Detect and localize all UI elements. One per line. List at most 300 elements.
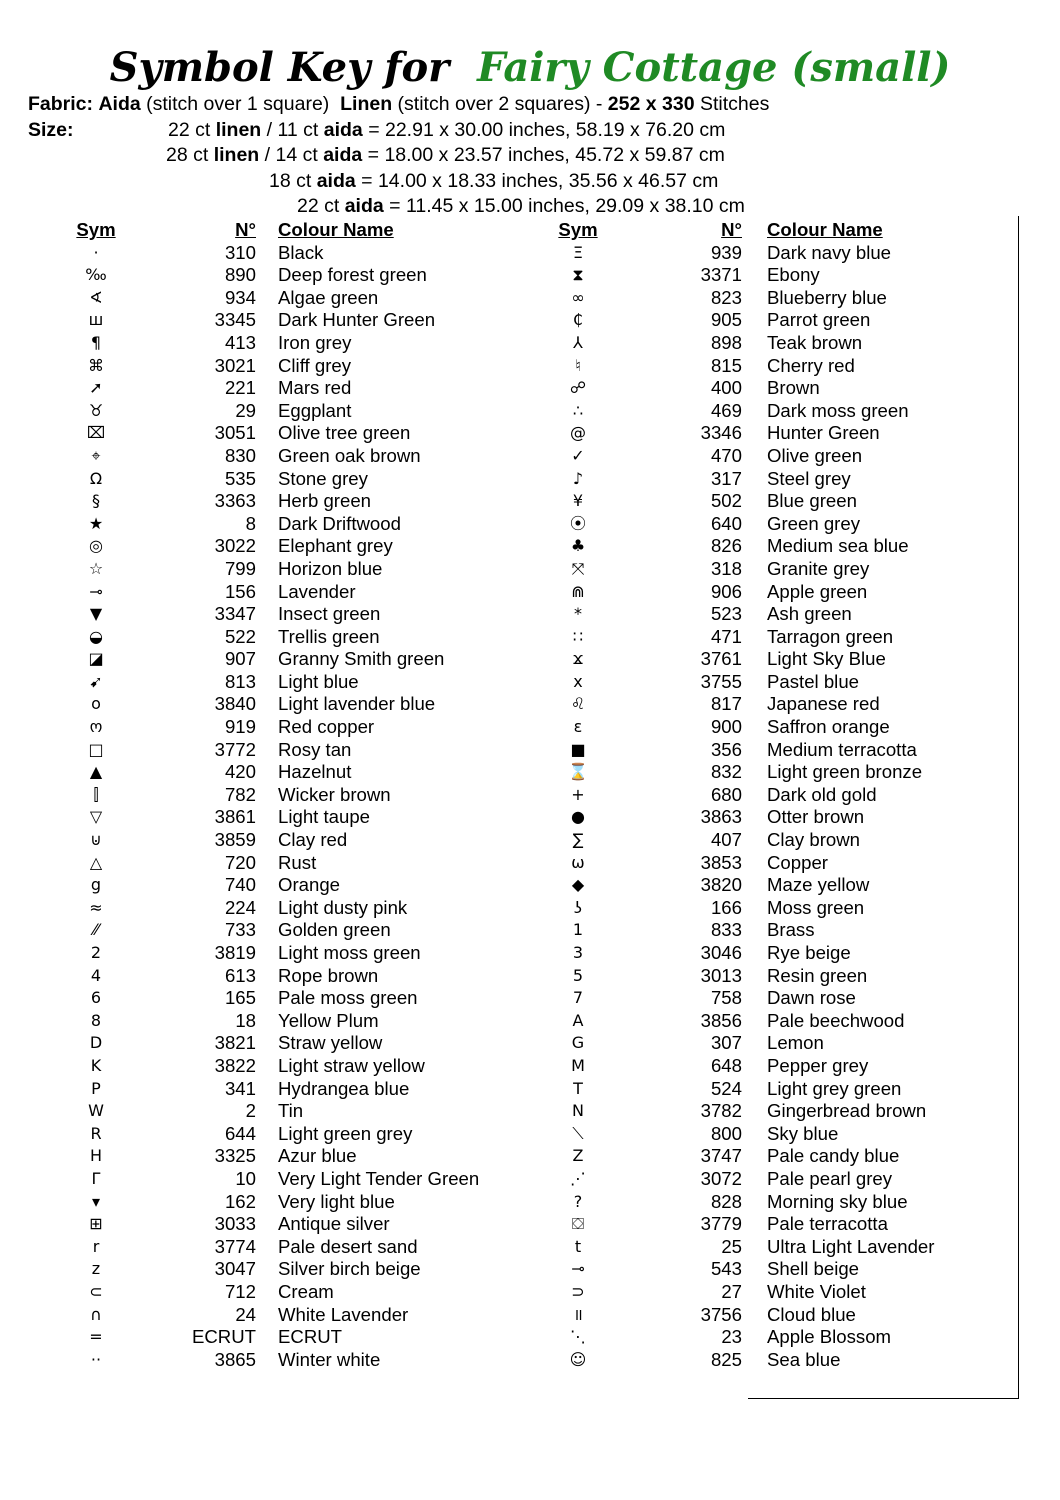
colour-name: ECRUT — [278, 1326, 343, 1348]
symbol-glyph: M — [571, 1055, 585, 1075]
colour-name: Olive tree green — [278, 422, 411, 444]
colour-name: Light taupe — [278, 806, 371, 828]
colour-name: Light straw yellow — [278, 1054, 425, 1076]
colour-name: Very light blue — [278, 1190, 395, 1212]
symbol-glyph: ⦿ — [569, 513, 586, 533]
colour-name: Winter white — [278, 1348, 381, 1370]
size-fabric: aida — [323, 119, 363, 141]
colour-name: Insect green — [278, 603, 381, 625]
symbol-row — [558, 1010, 998, 1033]
symbol-row — [558, 309, 998, 332]
symbol-glyph: z — [91, 1259, 101, 1279]
symbol-glyph: ⌧ — [86, 423, 106, 443]
symbol-row — [76, 1145, 516, 1168]
colour-name: Pale desert sand — [278, 1235, 418, 1257]
symbol-glyph: 6 — [90, 988, 102, 1008]
thread-number: 8 — [245, 512, 256, 534]
symbol-glyph: ▾ — [91, 1191, 101, 1211]
symbol-glyph: Γ — [91, 1168, 101, 1188]
colour-name: Red copper — [278, 716, 375, 738]
colour-name: Ash green — [767, 603, 852, 625]
symbol-glyph: ∢ — [89, 287, 103, 307]
colour-name: Pale moss green — [278, 987, 418, 1009]
symbol-glyph: ? — [573, 1191, 583, 1211]
symbol-row — [558, 1281, 998, 1304]
symbol-glyph: + — [571, 784, 585, 804]
symbol-glyph: ¶ — [90, 332, 102, 352]
symbol-row — [558, 806, 998, 829]
symbol-row — [558, 581, 998, 604]
colour-name: Japanese red — [767, 693, 880, 715]
thread-number: 3861 — [214, 806, 256, 828]
colour-name: Granite grey — [767, 557, 870, 579]
thread-number: 317 — [710, 467, 742, 489]
symbol-row — [76, 468, 516, 491]
thread-number: 165 — [224, 987, 256, 1009]
symbol-glyph: P — [91, 1078, 101, 1098]
thread-number: 3371 — [700, 264, 742, 286]
colour-name: Mars red — [278, 377, 352, 399]
thread-number: 907 — [224, 648, 256, 670]
size-count: 22 ct — [168, 119, 211, 141]
design-name: Fairy Cottage (small) — [477, 44, 951, 91]
size-fabric: linen — [215, 119, 262, 141]
symbol-row — [76, 535, 516, 558]
symbol-glyph: D — [89, 1033, 103, 1053]
symbol-row — [76, 942, 516, 965]
thread-number: 782 — [224, 783, 256, 805]
title-prefix: Symbol Key for — [109, 44, 450, 91]
colour-name: Wicker brown — [278, 783, 391, 805]
colour-name: Trellis green — [278, 625, 380, 647]
thread-number: 799 — [224, 557, 256, 579]
size-line — [297, 194, 745, 218]
colour-name: Brown — [767, 377, 820, 399]
symbol-glyph: ‰ — [85, 265, 107, 285]
colour-name: Dark old gold — [767, 783, 877, 805]
thread-number: 18 — [235, 1009, 256, 1031]
colour-name: Azur blue — [278, 1145, 357, 1167]
symbol-glyph: ♣ — [570, 536, 586, 556]
symbol-row — [76, 648, 516, 671]
symbol-row — [76, 1100, 516, 1123]
symbol-row — [76, 558, 516, 581]
symbol-glyph: x — [573, 671, 583, 691]
symbol-glyph: ≈ — [89, 897, 103, 917]
symbol-row — [558, 1236, 998, 1259]
thread-number: 900 — [710, 716, 742, 738]
symbol-glyph: ∩ — [90, 1304, 102, 1324]
symbol-glyph: ∑ — [572, 830, 584, 850]
symbol-glyph: ⅄ — [573, 332, 583, 352]
symbol-row — [558, 445, 998, 468]
symbol-row — [76, 355, 516, 378]
right-border-line — [1018, 216, 1019, 1399]
symbol-row — [76, 919, 516, 942]
thread-number: 221 — [224, 377, 256, 399]
thread-number: 470 — [710, 444, 742, 466]
symbol-row — [76, 603, 516, 626]
page-title — [0, 44, 1060, 91]
symbol-glyph: ♌ — [570, 694, 586, 714]
colour-name: Clay red — [278, 829, 348, 851]
symbol-row — [558, 1078, 998, 1101]
symbol-glyph: ➹ — [89, 671, 103, 691]
symbol-row — [558, 513, 998, 536]
symbol-glyph: ▼ — [89, 604, 103, 624]
thread-number: 3840 — [214, 693, 256, 715]
thread-number: 758 — [710, 987, 742, 1009]
number-header: N° — [721, 219, 742, 240]
symbol-glyph: ॥ — [573, 1304, 583, 1324]
thread-number: 833 — [710, 919, 742, 941]
symbol-glyph: A — [572, 1010, 584, 1030]
symbol-row — [76, 1326, 516, 1349]
thread-number: 3325 — [214, 1145, 256, 1167]
symbol-row — [76, 1191, 516, 1214]
symbol-row — [76, 242, 516, 265]
thread-number: 3782 — [700, 1100, 742, 1122]
colour-name: Ebony — [767, 264, 820, 286]
thread-number: 469 — [710, 399, 742, 421]
colour-name: Copper — [767, 851, 828, 873]
thread-number: 815 — [710, 354, 742, 376]
symbol-glyph: o — [91, 694, 101, 714]
thread-number: 502 — [710, 490, 742, 512]
symbol-row — [558, 603, 998, 626]
fabric-linen: Linen — [340, 93, 393, 115]
symbol-row — [76, 400, 516, 423]
symbol-glyph: ✓ — [571, 445, 585, 465]
colour-name: Morning sky blue — [767, 1190, 908, 1212]
symbol-row — [76, 1213, 516, 1236]
thread-number: 3772 — [214, 738, 256, 760]
symbol-glyph: ● — [571, 807, 585, 827]
colour-name: Tarragon green — [767, 625, 894, 647]
symbol-row — [76, 671, 516, 694]
symbol-row — [558, 761, 998, 784]
colour-name: Blue green — [767, 490, 857, 512]
symbol-row — [76, 309, 516, 332]
symbol-glyph: ♉ — [88, 400, 104, 420]
symbol-glyph: 3 — [572, 943, 584, 962]
colour-name: Horizon blue — [278, 557, 383, 579]
symbol-row — [76, 987, 516, 1010]
symbol-row — [558, 784, 998, 807]
thread-number: 420 — [224, 761, 256, 783]
thread-number: 712 — [224, 1280, 256, 1302]
symbol-glyph: ⌖ — [91, 445, 101, 465]
size-label-line — [28, 118, 74, 142]
colour-name: Pastel blue — [767, 670, 859, 692]
thread-number: 919 — [224, 716, 256, 738]
symbol-glyph: R — [90, 1123, 102, 1143]
symbol-glyph: ☺ — [569, 1349, 587, 1369]
thread-number: 939 — [710, 241, 742, 263]
symbol-glyph: ⊸ — [89, 581, 103, 601]
symbol-glyph: * — [574, 604, 582, 624]
colour-name: Medium sea blue — [767, 535, 909, 557]
colour-name-header: Colour Name — [278, 219, 394, 240]
symbol-row — [76, 965, 516, 988]
colour-name: Golden green — [278, 919, 391, 941]
colour-name: Light dusty pink — [278, 896, 408, 918]
fabric-aida: Aida — [98, 93, 141, 115]
colour-name: Saffron orange — [767, 716, 890, 738]
symbol-glyph: ∞ — [571, 287, 585, 307]
colour-name: Otter brown — [767, 806, 865, 828]
colour-name: Light moss green — [278, 942, 421, 963]
thread-number: 3033 — [214, 1213, 256, 1235]
symbol-glyph: 4 — [90, 965, 102, 985]
size-count: 22 ct — [297, 195, 340, 217]
thread-number: 817 — [710, 693, 742, 715]
size-dimensions: = 18.00 x 23.57 inches, 45.72 x 59.87 cm — [367, 144, 725, 166]
thread-number: 830 — [224, 444, 256, 466]
thread-number: 3822 — [214, 1054, 256, 1076]
symbol-row — [76, 626, 516, 649]
bottom-border-line — [748, 1398, 1019, 1399]
symbol-glyph: ₵ — [572, 310, 584, 330]
colour-name: Moss green — [767, 896, 865, 918]
thread-number: 3747 — [700, 1145, 742, 1167]
symbol-glyph: ⊍ — [90, 830, 102, 850]
thread-number: 400 — [710, 377, 742, 399]
symbol-row — [558, 535, 998, 558]
colour-name: Pale pearl grey — [767, 1167, 893, 1189]
symbol-glyph: W — [88, 1101, 104, 1121]
thread-number: 3021 — [214, 354, 256, 376]
size-count: 18 ct — [269, 170, 312, 192]
colour-name: Hydrangea blue — [278, 1077, 410, 1099]
symbol-row — [558, 897, 998, 920]
symbol-glyph: ◆ — [571, 875, 585, 895]
thread-number: 733 — [224, 919, 256, 941]
size-line — [269, 169, 718, 193]
colour-name: Light Sky Blue — [767, 648, 886, 670]
symbol-row — [76, 377, 516, 400]
symbol-row — [558, 874, 998, 897]
thread-number: 905 — [710, 309, 742, 331]
thread-number: 3046 — [700, 942, 742, 963]
symbol-row — [558, 558, 998, 581]
colour-name: Pale candy blue — [767, 1145, 900, 1167]
symbol-row — [76, 897, 516, 920]
colour-name: Very Light Tender Green — [278, 1167, 480, 1189]
symbol-row — [76, 1236, 516, 1259]
colour-name: Maze yellow — [767, 874, 870, 896]
size-dimensions: = 14.00 x 18.33 inches, 35.56 x 46.57 cm — [361, 170, 719, 192]
thread-number: 3779 — [700, 1213, 742, 1235]
symbol-row — [76, 1032, 516, 1055]
colour-name: Pale terracotta — [767, 1213, 888, 1235]
thread-number: 3072 — [700, 1167, 742, 1189]
symbol-glyph: T — [573, 1078, 583, 1098]
symbol-row — [558, 626, 998, 649]
thread-number: 3051 — [214, 422, 256, 444]
symbol-row — [76, 1010, 516, 1033]
thread-number: 522 — [224, 625, 256, 647]
colour-name: Sea blue — [767, 1348, 841, 1370]
colour-name: Cloud blue — [767, 1303, 856, 1325]
symbol-glyph: 1 — [572, 920, 584, 940]
colour-name: Herb green — [278, 490, 372, 512]
thread-number: 832 — [710, 761, 742, 783]
size-fabric: aida — [323, 144, 363, 166]
thread-number: 3820 — [700, 874, 742, 896]
colour-name: Iron grey — [278, 331, 352, 353]
colour-name: Light blue — [278, 670, 359, 692]
symbol-glyph: ⋒ — [571, 581, 585, 601]
symbol-key-left-column — [76, 219, 516, 1371]
colour-name: Algae green — [278, 286, 379, 308]
colour-name: Lemon — [767, 1032, 824, 1054]
colour-name: Gingerbread brown — [767, 1100, 927, 1122]
symbol-row — [76, 422, 516, 445]
colour-name: Tin — [278, 1100, 304, 1122]
symbol-glyph: ·· — [90, 1349, 102, 1369]
symbol-row — [558, 919, 998, 942]
colour-name: Pale beechwood — [767, 1009, 905, 1031]
symbol-row — [558, 829, 998, 852]
symbol-glyph: ◒ — [89, 626, 103, 646]
size-count: / 11 ct — [266, 119, 319, 141]
colour-name: Light green grey — [278, 1122, 413, 1144]
number-header: N° — [235, 219, 256, 240]
column-header — [76, 219, 516, 242]
symbol-glyph: ⤧ — [571, 558, 585, 578]
symbol-glyph: ⌛ — [568, 762, 588, 782]
symbol-glyph: ε — [573, 717, 583, 737]
thread-number: 3755 — [700, 670, 742, 692]
thread-number: 27 — [721, 1280, 742, 1302]
colour-name: Straw yellow — [278, 1032, 383, 1054]
symbol-row — [558, 739, 998, 762]
symbol-glyph: 5 — [572, 965, 584, 985]
symbol-glyph: ♮ — [575, 355, 581, 375]
thread-number: 524 — [710, 1077, 742, 1099]
thread-number: 3819 — [214, 942, 256, 963]
size-fabric: aida — [344, 195, 384, 217]
symbol-glyph: 7 — [572, 988, 584, 1008]
symbol-glyph: @ — [570, 423, 586, 443]
colour-name: Olive green — [767, 444, 863, 466]
thread-number: 3863 — [700, 806, 742, 828]
size-line — [168, 118, 725, 142]
symbol-glyph: ▽ — [89, 807, 103, 827]
colour-name: Black — [278, 241, 324, 263]
thread-number: 934 — [224, 286, 256, 308]
symbol-row — [558, 264, 998, 287]
symbol-row — [558, 1168, 998, 1191]
symbol-row — [76, 1168, 516, 1191]
thread-number: 825 — [710, 1348, 742, 1370]
sym-header: Sym — [76, 219, 116, 240]
symbol-glyph: □ — [88, 739, 104, 759]
thread-number: 318 — [710, 557, 742, 579]
symbol-row — [76, 693, 516, 716]
colour-name: Elephant grey — [278, 535, 393, 557]
symbol-glyph: ⊂ — [89, 1281, 103, 1301]
symbol-row — [558, 1145, 998, 1168]
colour-name: Rye beige — [767, 942, 851, 963]
colour-name: Yellow Plum — [278, 1009, 379, 1031]
thread-number: 3363 — [214, 490, 256, 512]
symbol-row — [76, 739, 516, 762]
colour-name: White Violet — [767, 1280, 866, 1302]
thread-number: 898 — [710, 331, 742, 353]
stitch-word: Stitches — [699, 93, 770, 115]
colour-name: Hunter Green — [767, 422, 880, 444]
thread-number: 828 — [710, 1190, 742, 1212]
colour-name: Clay brown — [767, 829, 861, 851]
symbol-glyph: △ — [89, 852, 103, 872]
colour-name: Dark navy blue — [767, 241, 892, 263]
colour-name: Hazelnut — [278, 761, 352, 783]
symbol-row — [558, 468, 998, 491]
symbol-glyph: G — [571, 1033, 585, 1053]
symbol-row — [76, 806, 516, 829]
symbol-glyph: ⋰ — [570, 1168, 586, 1188]
thread-number: 29 — [235, 399, 256, 421]
colour-name: Dark Hunter Green — [278, 309, 436, 331]
symbol-glyph: ∷ — [572, 626, 584, 646]
colour-name: Resin green — [767, 964, 868, 986]
thread-number: 740 — [224, 874, 256, 896]
symbol-row — [76, 1304, 516, 1327]
colour-name: Silver birch beige — [278, 1258, 421, 1280]
symbol-row — [558, 671, 998, 694]
thread-number: 166 — [710, 896, 742, 918]
symbol-glyph: H — [89, 1146, 103, 1166]
symbol-glyph: ϫ — [573, 649, 583, 669]
colour-name-header: Colour Name — [767, 219, 883, 240]
symbol-glyph: ☆ — [88, 558, 104, 578]
symbol-glyph: t — [574, 1236, 582, 1256]
symbol-glyph: ⊞ — [89, 1214, 103, 1234]
size-fabric: aida — [316, 170, 356, 192]
thread-number: 3821 — [214, 1032, 256, 1054]
thread-number: 2 — [245, 1100, 256, 1122]
colour-name: Lavender — [278, 580, 356, 602]
symbol-row — [558, 400, 998, 423]
fabric-line — [28, 92, 769, 116]
colour-name: Stone grey — [278, 467, 368, 489]
symbol-glyph: r — [92, 1236, 100, 1256]
symbol-glyph: ⛋ — [571, 1214, 585, 1234]
symbol-row — [558, 1032, 998, 1055]
symbol-row — [558, 1100, 998, 1123]
symbol-glyph: ☍ — [569, 378, 587, 398]
thread-number: 25 — [721, 1235, 742, 1257]
colour-name: Teak brown — [767, 331, 863, 353]
thread-number: 523 — [710, 603, 742, 625]
symbol-row — [76, 264, 516, 287]
thread-number: 471 — [710, 625, 742, 647]
symbol-row — [76, 1258, 516, 1281]
symbol-glyph: ⧗ — [572, 265, 584, 285]
colour-name: Rope brown — [278, 964, 379, 986]
colour-name: Green grey — [767, 512, 861, 534]
symbol-row — [76, 490, 516, 513]
thread-number: 826 — [710, 535, 742, 557]
colour-name: Medium terracotta — [767, 738, 917, 760]
thread-number: 3761 — [700, 648, 742, 670]
symbol-glyph: ⋱ — [570, 1327, 586, 1347]
colour-name: Deep forest green — [278, 264, 427, 286]
thread-number: 543 — [710, 1258, 742, 1280]
symbol-row — [558, 332, 998, 355]
